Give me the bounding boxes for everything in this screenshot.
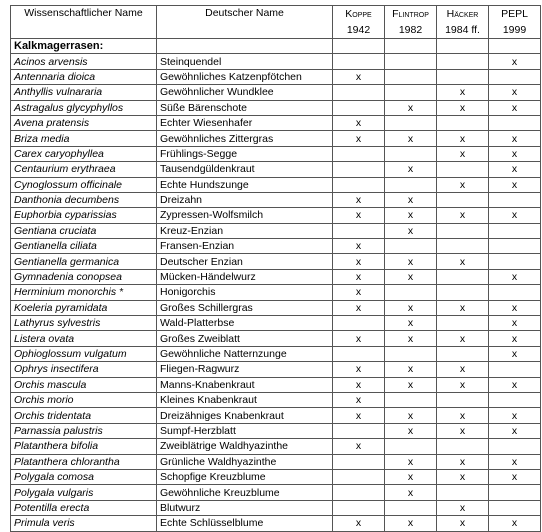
- occurrence-mark-cell: x: [489, 516, 541, 531]
- occurrence-mark-cell: x: [489, 131, 541, 146]
- occurrence-mark-cell: x: [489, 316, 541, 331]
- occurrence-mark-cell: x: [333, 331, 385, 346]
- scientific-name-cell: Primula veris: [11, 516, 157, 531]
- table-row: [11, 54, 541, 69]
- occurrence-mark-cell: [333, 177, 385, 192]
- table-row: [11, 69, 541, 84]
- header-year-koppe: 1942: [333, 22, 385, 39]
- occurrence-mark-cell: [385, 439, 437, 454]
- table-row: [11, 469, 541, 484]
- table-row: [11, 439, 541, 454]
- occurrence-mark-cell: x: [437, 208, 489, 223]
- scientific-name-cell: Avena pratensis: [11, 115, 157, 130]
- occurrence-mark-cell: [333, 500, 385, 515]
- scientific-name-cell: Orchis mascula: [11, 377, 157, 392]
- scientific-name-cell: Astragalus glycyphyllos: [11, 100, 157, 115]
- scientific-name-cell: Potentilla erecta: [11, 500, 157, 515]
- table-row: [11, 408, 541, 423]
- occurrence-mark-cell: x: [385, 454, 437, 469]
- german-name-cell: Sumpf-Herzblatt: [157, 423, 333, 438]
- occurrence-mark-cell: [385, 115, 437, 130]
- occurrence-mark-cell: x: [437, 131, 489, 146]
- occurrence-mark-cell: [333, 316, 385, 331]
- german-name-cell: Blutwurz: [157, 500, 333, 515]
- occurrence-mark-cell: x: [489, 469, 541, 484]
- occurrence-mark-cell: x: [385, 162, 437, 177]
- header-source-haecker: Häcker: [437, 6, 489, 23]
- german-name-cell: Echte Hundszunge: [157, 177, 333, 192]
- occurrence-mark-cell: [437, 316, 489, 331]
- occurrence-mark-cell: [489, 500, 541, 515]
- occurrence-mark-cell: [437, 115, 489, 130]
- occurrence-mark-cell: x: [489, 269, 541, 284]
- german-name-cell: Fransen-Enzian: [157, 239, 333, 254]
- header-year-pepl: 1999: [489, 22, 541, 39]
- occurrence-mark-cell: x: [333, 208, 385, 223]
- table-header: [11, 6, 541, 39]
- table-row: [11, 331, 541, 346]
- scientific-name-cell: Anthyllis vulnararia: [11, 85, 157, 100]
- occurrence-mark-cell: [385, 69, 437, 84]
- scientific-name-cell: Gentiana cruciata: [11, 223, 157, 238]
- scientific-name-cell: Cynoglossum officinale: [11, 177, 157, 192]
- occurrence-mark-cell: x: [489, 377, 541, 392]
- occurrence-mark-cell: [437, 162, 489, 177]
- table-row: [11, 516, 541, 531]
- table-row: [11, 500, 541, 515]
- scientific-name-cell: Briza media: [11, 131, 157, 146]
- occurrence-mark-cell: x: [437, 469, 489, 484]
- german-name-cell: Gewöhnlicher Wundklee: [157, 85, 333, 100]
- table-row: [11, 377, 541, 392]
- scientific-name-cell: Lathyrus sylvestris: [11, 316, 157, 331]
- occurrence-mark-cell: x: [333, 408, 385, 423]
- table-row: [11, 316, 541, 331]
- occurrence-mark-cell: x: [489, 346, 541, 361]
- occurrence-mark-cell: [333, 100, 385, 115]
- table-row: [11, 208, 541, 223]
- occurrence-mark-cell: [489, 254, 541, 269]
- scientific-name-cell: Polygala comosa: [11, 469, 157, 484]
- occurrence-mark-cell: [385, 85, 437, 100]
- occurrence-mark-cell: x: [385, 408, 437, 423]
- header-german-name: Deutscher Name: [157, 6, 333, 39]
- section-row: [11, 39, 541, 54]
- occurrence-mark-cell: [437, 223, 489, 238]
- table-row: [11, 223, 541, 238]
- occurrence-mark-cell: x: [385, 254, 437, 269]
- occurrence-mark-cell: x: [385, 100, 437, 115]
- occurrence-mark-cell: x: [437, 423, 489, 438]
- occurrence-mark-cell: x: [333, 192, 385, 207]
- occurrence-mark-cell: x: [437, 146, 489, 161]
- occurrence-mark-cell: [333, 162, 385, 177]
- occurrence-mark-cell: x: [489, 162, 541, 177]
- header-scientific-name: Wissenschaftlicher Name: [11, 6, 157, 39]
- occurrence-mark-cell: [333, 485, 385, 500]
- occurrence-mark-cell: x: [437, 362, 489, 377]
- occurrence-mark-cell: x: [385, 192, 437, 207]
- occurrence-mark-cell: x: [333, 362, 385, 377]
- german-name-cell: Gewöhnliche Kreuzblume: [157, 485, 333, 500]
- occurrence-mark-cell: x: [333, 131, 385, 146]
- occurrence-mark-cell: x: [333, 115, 385, 130]
- occurrence-mark-cell: x: [385, 269, 437, 284]
- occurrence-mark-cell: x: [385, 316, 437, 331]
- table-row: [11, 485, 541, 500]
- occurrence-mark-cell: [333, 423, 385, 438]
- occurrence-mark-cell: x: [489, 177, 541, 192]
- occurrence-mark-cell: x: [489, 85, 541, 100]
- scientific-name-cell: Platanthera chlorantha: [11, 454, 157, 469]
- occurrence-mark-cell: x: [333, 439, 385, 454]
- species-table: [10, 5, 541, 532]
- occurrence-mark-cell: x: [489, 300, 541, 315]
- occurrence-mark-cell: x: [385, 423, 437, 438]
- occurrence-mark-cell: [437, 285, 489, 300]
- table-row: [11, 239, 541, 254]
- german-name-cell: Manns-Knabenkraut: [157, 377, 333, 392]
- occurrence-mark-cell: [437, 346, 489, 361]
- german-name-cell: Dreizähniges Knabenkraut: [157, 408, 333, 423]
- scientific-name-cell: Orchis tridentata: [11, 408, 157, 423]
- table-row: [11, 177, 541, 192]
- occurrence-mark-cell: [489, 239, 541, 254]
- occurrence-mark-cell: x: [333, 392, 385, 407]
- german-name-cell: Grünliche Waldhyazinthe: [157, 454, 333, 469]
- occurrence-mark-cell: x: [437, 500, 489, 515]
- occurrence-mark-cell: x: [385, 362, 437, 377]
- occurrence-mark-cell: [333, 54, 385, 69]
- occurrence-mark-cell: [437, 239, 489, 254]
- table-row: [11, 362, 541, 377]
- scientific-name-cell: Parnassia palustris: [11, 423, 157, 438]
- german-name-cell: Steinquendel: [157, 54, 333, 69]
- occurrence-mark-cell: [489, 69, 541, 84]
- occurrence-mark-cell: x: [385, 208, 437, 223]
- occurrence-mark-cell: x: [333, 300, 385, 315]
- occurrence-mark-cell: [385, 500, 437, 515]
- scientific-name-cell: Gentianella germanica: [11, 254, 157, 269]
- occurrence-mark-cell: [385, 177, 437, 192]
- scientific-name-cell: Koeleria pyramidata: [11, 300, 157, 315]
- occurrence-mark-cell: x: [437, 454, 489, 469]
- occurrence-mark-cell: x: [489, 423, 541, 438]
- occurrence-mark-cell: [489, 439, 541, 454]
- table-row: [11, 269, 541, 284]
- table-row: [11, 392, 541, 407]
- german-name-cell: Honigorchis: [157, 285, 333, 300]
- german-name-cell: Schopfige Kreuzblume: [157, 469, 333, 484]
- german-name-cell: Echter Wiesenhafer: [157, 115, 333, 130]
- occurrence-mark-cell: [333, 346, 385, 361]
- occurrence-mark-cell: x: [385, 485, 437, 500]
- occurrence-mark-cell: x: [385, 469, 437, 484]
- german-name-cell: Deutscher Enzian: [157, 254, 333, 269]
- occurrence-mark-cell: x: [333, 269, 385, 284]
- german-name-cell: Wald-Platterbse: [157, 316, 333, 331]
- occurrence-mark-cell: [437, 269, 489, 284]
- table-row: [11, 162, 541, 177]
- german-name-cell: Mücken-Händelwurz: [157, 269, 333, 284]
- scientific-name-cell: Platanthera bifolia: [11, 439, 157, 454]
- occurrence-mark-cell: [385, 392, 437, 407]
- scientific-name-cell: Carex caryophyllea: [11, 146, 157, 161]
- occurrence-mark-cell: x: [489, 408, 541, 423]
- scientific-name-cell: Orchis morio: [11, 392, 157, 407]
- german-name-cell: Großes Zweiblatt: [157, 331, 333, 346]
- occurrence-mark-cell: [489, 223, 541, 238]
- occurrence-mark-cell: x: [437, 177, 489, 192]
- occurrence-mark-cell: x: [333, 239, 385, 254]
- occurrence-mark-cell: [437, 69, 489, 84]
- occurrence-mark-cell: [385, 146, 437, 161]
- table-row: [11, 85, 541, 100]
- occurrence-mark-cell: x: [489, 54, 541, 69]
- german-name-cell: Echte Schlüsselblume: [157, 516, 333, 531]
- occurrence-mark-cell: x: [437, 331, 489, 346]
- occurrence-mark-cell: [437, 392, 489, 407]
- german-name-cell: Großes Schillergras: [157, 300, 333, 315]
- table-row: [11, 285, 541, 300]
- scientific-name-cell: Antennaria dioica: [11, 69, 157, 84]
- german-name-cell: Gewöhnliches Zittergras: [157, 131, 333, 146]
- header-source-koppe: Koppe: [333, 6, 385, 23]
- german-name-cell: Frühlings-Segge: [157, 146, 333, 161]
- german-name-cell: Dreizahn: [157, 192, 333, 207]
- occurrence-mark-cell: [333, 146, 385, 161]
- occurrence-mark-cell: [333, 85, 385, 100]
- occurrence-mark-cell: [333, 223, 385, 238]
- scientific-name-cell: Centaurium erythraea: [11, 162, 157, 177]
- header-year-flintrop: 1982: [385, 22, 437, 39]
- occurrence-mark-cell: x: [333, 516, 385, 531]
- occurrence-mark-cell: [489, 392, 541, 407]
- occurrence-mark-cell: x: [333, 254, 385, 269]
- occurrence-mark-cell: [437, 192, 489, 207]
- scientific-name-cell: Ophioglossum vulgatum: [11, 346, 157, 361]
- occurrence-mark-cell: [437, 485, 489, 500]
- section-title: Kalkmagerrasen:: [11, 39, 157, 54]
- scientific-name-cell: Ophrys insectifera: [11, 362, 157, 377]
- occurrence-mark-cell: x: [437, 85, 489, 100]
- german-name-cell: Kreuz-Enzian: [157, 223, 333, 238]
- occurrence-mark-cell: [489, 362, 541, 377]
- occurrence-mark-cell: x: [437, 408, 489, 423]
- occurrence-mark-cell: [437, 54, 489, 69]
- occurrence-mark-cell: [385, 285, 437, 300]
- table-row: [11, 254, 541, 269]
- german-name-cell: Gewöhnliches Katzenpfötchen: [157, 69, 333, 84]
- scientific-name-cell: Danthonia decumbens: [11, 192, 157, 207]
- scientific-name-cell: Herminium monorchis *: [11, 285, 157, 300]
- occurrence-mark-cell: x: [437, 100, 489, 115]
- occurrence-mark-cell: x: [437, 377, 489, 392]
- occurrence-mark-cell: x: [437, 254, 489, 269]
- table-row: [11, 100, 541, 115]
- german-name-cell: Kleines Knabenkraut: [157, 392, 333, 407]
- german-name-cell: Gewöhnliche Natternzunge: [157, 346, 333, 361]
- scientific-name-cell: Polygala vulgaris: [11, 485, 157, 500]
- occurrence-mark-cell: x: [385, 300, 437, 315]
- occurrence-mark-cell: [489, 115, 541, 130]
- occurrence-mark-cell: x: [385, 131, 437, 146]
- table-row: [11, 115, 541, 130]
- german-name-cell: Fliegen-Ragwurz: [157, 362, 333, 377]
- scientific-name-cell: Gymnadenia conopsea: [11, 269, 157, 284]
- occurrence-mark-cell: [333, 469, 385, 484]
- scientific-name-cell: Gentianella ciliata: [11, 239, 157, 254]
- header-source-flintrop: Flintrop: [385, 6, 437, 23]
- occurrence-mark-cell: x: [437, 516, 489, 531]
- table-body: [11, 39, 541, 532]
- table-row: [11, 300, 541, 315]
- occurrence-mark-cell: [489, 285, 541, 300]
- header-year-haecker: 1984 ff.: [437, 22, 489, 39]
- table-row: [11, 346, 541, 361]
- occurrence-mark-cell: x: [437, 300, 489, 315]
- table-row: [11, 131, 541, 146]
- occurrence-mark-cell: x: [385, 377, 437, 392]
- occurrence-mark-cell: [489, 485, 541, 500]
- occurrence-mark-cell: x: [489, 146, 541, 161]
- german-name-cell: Zweiblätrige Waldhyazinthe: [157, 439, 333, 454]
- occurrence-mark-cell: x: [385, 516, 437, 531]
- occurrence-mark-cell: [385, 239, 437, 254]
- occurrence-mark-cell: x: [489, 331, 541, 346]
- german-name-cell: Zypressen-Wolfsmilch: [157, 208, 333, 223]
- occurrence-mark-cell: x: [489, 454, 541, 469]
- table-row: [11, 146, 541, 161]
- occurrence-mark-cell: [437, 439, 489, 454]
- header-source-pepl: PEPL: [489, 6, 541, 23]
- scientific-name-cell: Listera ovata: [11, 331, 157, 346]
- table-row: [11, 454, 541, 469]
- occurrence-mark-cell: [489, 192, 541, 207]
- occurrence-mark-cell: [385, 346, 437, 361]
- scientific-name-cell: Euphorbia cyparissias: [11, 208, 157, 223]
- scientific-name-cell: Acinos arvensis: [11, 54, 157, 69]
- occurrence-mark-cell: x: [385, 331, 437, 346]
- occurrence-mark-cell: x: [385, 223, 437, 238]
- occurrence-mark-cell: x: [333, 377, 385, 392]
- occurrence-mark-cell: x: [333, 69, 385, 84]
- table-row: [11, 423, 541, 438]
- occurrence-mark-cell: x: [489, 100, 541, 115]
- occurrence-mark-cell: x: [489, 208, 541, 223]
- occurrence-mark-cell: [333, 454, 385, 469]
- german-name-cell: Süße Bärenschote: [157, 100, 333, 115]
- table-row: [11, 192, 541, 207]
- german-name-cell: Tausendgüldenkraut: [157, 162, 333, 177]
- occurrence-mark-cell: x: [333, 285, 385, 300]
- occurrence-mark-cell: [385, 54, 437, 69]
